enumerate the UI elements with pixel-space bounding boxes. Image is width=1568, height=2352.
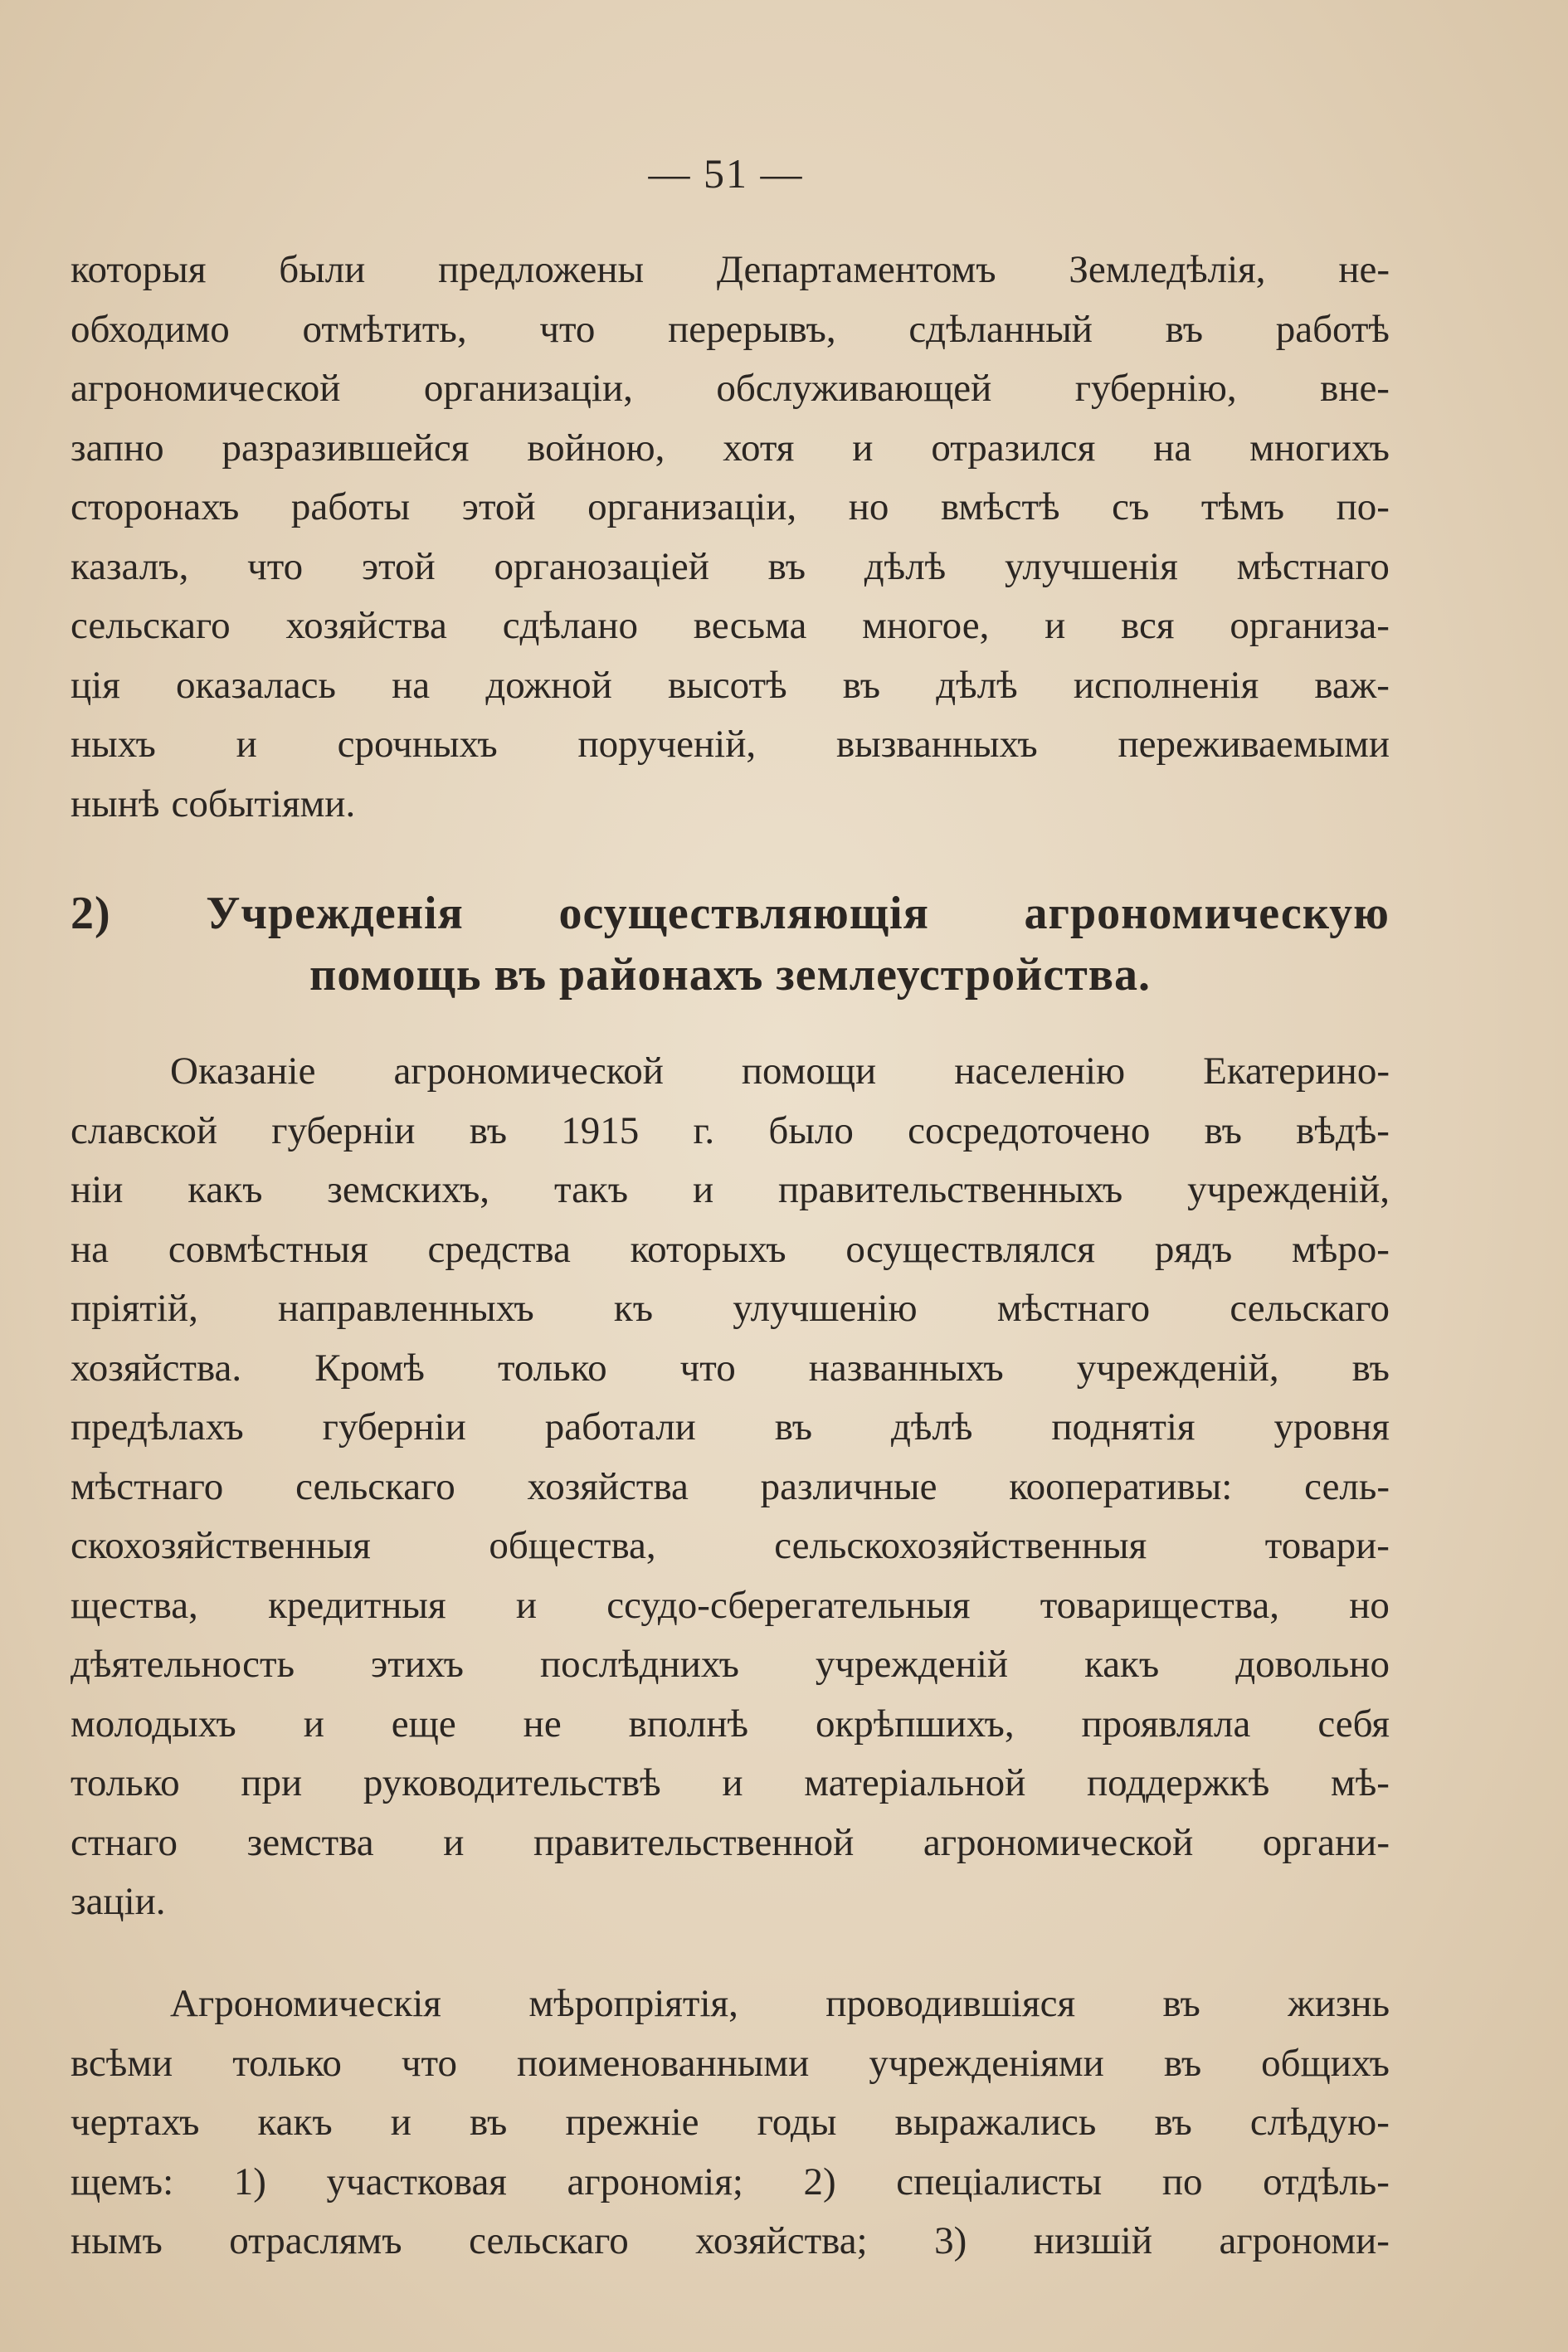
text-line: запно разразившейся войною, хотя и отразился на многихъ — [71, 426, 1390, 470]
text-line: ныхъ и срочныхъ порученій, вызванныхъ переживаемыми — [71, 723, 1390, 766]
paragraph-agronomic-measures — [71, 1975, 1390, 2272]
text-line: которыя были предложены Департаментомъ Земледѣлія, не- — [71, 248, 1390, 291]
text-line: сельскаго хозяйства сдѣлано весьма многое, и вся организа- — [71, 604, 1390, 647]
section-heading-line-1: 2) Учрежденія осуществляющія агрономическую — [71, 888, 1390, 939]
text-line: щемъ: 1) участковая агрономія; 2) спеціалисты по отдѣль- — [71, 2160, 1390, 2203]
text-line: Оказаніе агрономической помощи населенію Екатерино- — [170, 1049, 1390, 1093]
text-line: щества, кредитныя и ссудо-сберегательныя товарищества, но — [71, 1583, 1390, 1627]
text-line: стнаго земства и правительственной агрономической органи- — [71, 1820, 1390, 1864]
text-line: предѣлахъ губерніи работали въ дѣлѣ поднятія уровня — [71, 1405, 1390, 1449]
paragraph-continuation — [71, 241, 1390, 834]
text-line: мѣстнаго сельскаго хозяйства различные кооперативы: сель- — [71, 1464, 1390, 1508]
text-line: славской губерніи въ 1915 г. было сосредоточено въ вѣдѣ- — [71, 1108, 1390, 1152]
text-line: только при руководительствѣ и матеріальной поддержкѣ мѣ- — [71, 1761, 1390, 1804]
text-line: нынѣ событіями. — [71, 782, 356, 825]
section-heading — [71, 883, 1390, 1006]
text-line: ніи какъ земскихъ, такъ и правительственныхъ учрежденій, — [71, 1168, 1390, 1211]
text-line: сторонахъ работы этой организаціи, но вмѣстѣ съ тѣмъ по- — [71, 485, 1390, 528]
text-line: чертахъ какъ и въ прежніе годы выражались въ слѣдую- — [71, 2101, 1390, 2144]
text-line: молодыхъ и еще не вполнѣ окрѣпшихъ, проявляла себя — [71, 1702, 1390, 1746]
paragraph-agronomic-assistance — [71, 1042, 1390, 1932]
text-line: Агрономическія мѣропріятія, проводившіяся въ жизнь — [170, 1982, 1390, 2025]
section-heading-line-2: помощь въ районахъ землеустройства. — [309, 949, 1151, 1001]
text-line: агрономической организаціи, обслуживающей губернію, вне- — [71, 367, 1390, 410]
text-line: обходимо отмѣтить, что перерывъ, сдѣланный въ работѣ — [71, 307, 1390, 351]
text-line: на совмѣстныя средства которыхъ осуществлялся рядъ мѣро- — [71, 1227, 1390, 1271]
text-line: заціи. — [71, 1880, 166, 1923]
text-line: пріятій, направленныхъ къ улучшенію мѣстнаго сельскаго — [71, 1287, 1390, 1330]
text-line: ція оказалась на дожной высотѣ въ дѣлѣ исполненія важ- — [71, 663, 1390, 707]
text-line: казалъ, что этой органозаціей въ дѣлѣ улучшенія мѣстнаго — [71, 544, 1390, 588]
text-line: скохозяйственныя общества, сельскохозяйственныя товари- — [71, 1524, 1390, 1567]
page-number: — 51 — — [648, 150, 804, 197]
text-line: дѣятельность этихъ послѣднихъ учрежденій какъ довольно — [71, 1643, 1390, 1686]
text-line: хозяйства. Кромѣ только что названныхъ учрежденій, въ — [71, 1346, 1390, 1390]
text-line: нымъ отраслямъ сельскаго хозяйства; 3) низшій агрономи- — [71, 2219, 1390, 2262]
text-line: всѣми только что поименованными учрежденіями въ общихъ — [71, 2041, 1390, 2085]
